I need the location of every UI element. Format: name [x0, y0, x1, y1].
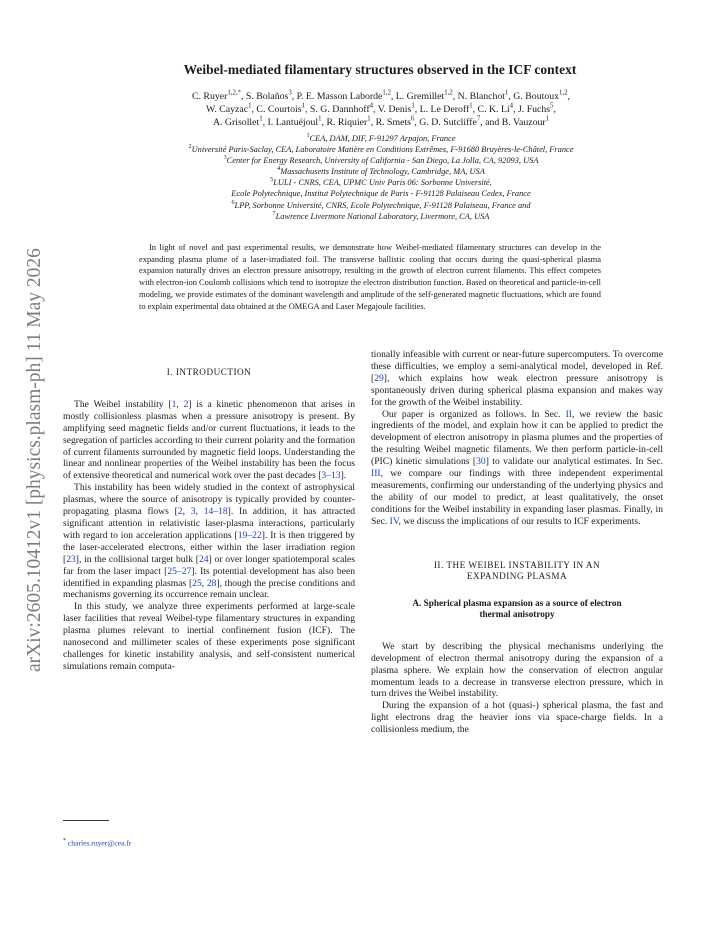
citation-link[interactable]: 25 [192, 577, 202, 589]
citation-link[interactable]: 25–27 [167, 565, 192, 577]
affiliation-list [76, 133, 686, 222]
citation-link[interactable]: 14–18 [203, 506, 228, 518]
affiliation: $^4$Massachusetts Institute of Technology, Cambridge, MA, USA [277, 165, 485, 177]
author-name: G. D. Sutcliffe [419, 117, 477, 129]
citation-link[interactable]: 28 [206, 577, 217, 589]
abstract: In light of novel and past experimental results, we demonstrate how Weibel-mediated filamentary structures can develop in the expanding plasma plume of a laser-irradiated foil. The transverse ballistic cooling that occurs during the quasi-spherical plasma expansion naturally drives an electron pressure anisotropy, resulting in the growth of electron current filaments. This effect competes with electron-ion Coulomb collisions which tend to isotropize the electron distribution function. Based on theoretical and particle-in-cell modeling, we provide estimates of the dominant wavelength and amplitude of the self-generated magnetic fluctuations, which are found to explain experimental data obtained at the OMEGA and Laser Megajoule facilities. [139, 242, 601, 311]
footnote-rule [63, 820, 109, 821]
affiliation: $^6$LPP, Sorbonne Université, CNRS, Ecole Polytechnique, F-91128 Palaiseau, France and [231, 198, 531, 210]
paragraph: tionally infeasible with current or near-future supercomputers. To overcome these difficulties, we employ a semi-analytical model, developed in Ref. [29], which explains how weak electron pressure anisotropy is spontaneously driven during spherical plasma expansion and makes way for the growth of the Weibel instability. [371, 349, 663, 408]
author-name: J. Fuchs [517, 104, 551, 116]
footnote: * charles.ruyer@cea.fr [63, 838, 132, 848]
citation-link[interactable]: 19–22 [237, 529, 262, 541]
author-name: G. Boutoux [513, 91, 560, 102]
author-name: R. Riquier [326, 117, 368, 129]
paragraph: We start by describing the physical mechanisms underlying the development of electron thermal anisotropy during the expansion of a plasma sphere. We explain how the conservation of electron angular momentum leads to a decrease in transverse electron pressure, which in turn drives the Weibel instability. [371, 640, 663, 700]
citation-link[interactable]: 2 [183, 398, 189, 410]
section-link[interactable]: IV [389, 515, 399, 527]
author-name: R. Smets [375, 117, 411, 129]
affiliation: $^3$Center for Energy Research, University of California - San Diego, La Jolla, CA, 92093, USA [223, 154, 539, 166]
author-name: P. E. Masson Laborde [296, 91, 383, 102]
author-name: C. K. Li [477, 104, 510, 116]
author-name: S. Bolaños [245, 91, 289, 102]
left-column [63, 367, 355, 673]
author-name: V. Denis [377, 104, 412, 116]
section-heading-weibel: II. THE WEIBEL INSTABILITY IN AN EXPANDING PLASMA [433, 559, 601, 581]
corresponding-email-link[interactable]: charles.ruyer@cea.fr [67, 838, 132, 848]
citation-link[interactable]: 3–13 [321, 470, 341, 482]
author-name: C. Ruyer [192, 91, 228, 102]
paper-title: Weibel-mediated filamentary structures observed in the ICF context [183, 62, 577, 77]
citation-link[interactable]: 2 [177, 506, 183, 518]
affiliation: $^7$Lawrence Livermore National Laboratory, Livermore, CA, USA [272, 209, 490, 221]
author-name: C. Courtois [256, 104, 302, 116]
author-name: A. Grisollet [212, 117, 260, 129]
author-line-2: W. Cayzac$^1$, C. Courtois$^1$, S. G. Dannhoff$^4$, V. Denis$^1$, L. Le Deroff$^1$, C. K. Li$^4$, J. Fuchs$^5$, [206, 102, 556, 116]
citation-link[interactable]: 3 [190, 506, 196, 518]
affiliation: $^5$LULI - CNRS, CEA, UPMC Univ Paris 06: Sorbonne Université, [270, 176, 492, 188]
arxiv-identifier-stamp [14, 210, 48, 680]
corresponding-author-link[interactable]: * [237, 89, 241, 97]
paragraph: Our paper is organized as follows. In Sec. II, we review the basic ingredients of the model, and explain how it can be applied to predict the development of electron anisotropy in plasma plumes and the properties of the resulting Weibel magnetic filaments. We then perform particle-in-cell (PIC) kinetic simulations [30] to validate our analytical estimates. In Sec. III, we compare our findings with three independent experimental measurements, confirming our understanding of the underlying physics and the ability of our model to predict, at least qualitatively, the onset conditions for the Weibel instability in expanding laser plasmas. Finally, in Sec. IV, we discuss the implications of our results to ICF experiments. [371, 408, 664, 527]
citation-link[interactable]: 29 [374, 372, 384, 384]
author-name: B. Vauzour [501, 117, 546, 129]
paragraph: This instability has been widely studied in the context of astrophysical plasmas, where the source of anisotropy is typically provided by counter-propagating plasma flows [2, 3, 14–18]. In addition, it has attracted significant attention in relativistic laser-plasma interactions, particularly with regard to ion acceleration applications [19–22]. It is then triggered by the laser-accelerated electrons, either within the laser irradiation region [23], in the collisional target bulk [24] or over longer spatiotemporal scales far from the laser impact [25–27]. Its potential development has also been identified in expanding plasmas [25, 28], though the precise conditions and mechanisms governing its occurrence remain unclear. [63, 482, 356, 601]
author-name: W. Cayzac [206, 104, 249, 116]
paragraph: In this study, we analyze three experiments performed at large-scale laser facilities that reveal Weibel-type filamentary structures in expanding plasma plumes relevant to inertial confinement fusion (ICF). The nanosecond and millimeter scales of these experiments pose significant challenges for kinetic instability analysis, and self-consistent numerical simulations remain computa- [63, 601, 355, 672]
author-name: S. G. Dannhoff [309, 104, 370, 116]
right-column [371, 349, 663, 736]
affiliation: $^1$CEA, DAM, DIF, F-91297 Arpajon, France [306, 132, 456, 143]
affiliation: $^2$Université Paris-Saclay, CEA, Laboratoire Matière en Conditions Extrêmes, F-91680 Bruyères-le-Châtel, France [188, 143, 574, 155]
author-name: L. Le Deroff [419, 104, 470, 116]
section-link[interactable]: II [565, 408, 572, 420]
author-line-3: A. Grisollet$^1$, I. Lantuéjoul$^1$, R. Riquier$^1$, R. Smets$^6$, G. D. Sutcliffe$^7$, and B. Vauzour$^1$ [212, 116, 550, 129]
paragraph: During the expansion of a hot (quasi-) spherical plasma, the fast and light electrons drag the heavier ions via space-charge fields. In a collisionless medium, the [371, 700, 663, 736]
citation-link[interactable]: 1 [171, 398, 177, 410]
author-line-1: C. Ruyer$^{1,2,*}$, S. Bolaños$^3$, P. E. Masson Laborde$^{1,2}$, L. Gremillet$^{1,2}$, N. Blanchot$^1$, G. Boutoux$^{1,2}$, [192, 89, 570, 102]
section-link[interactable]: III [371, 468, 381, 480]
paragraph: The Weibel instability [1, 2] is a kinetic phenomenon that arises in mostly collisionless plasmas when a pressure anisotropy is present. By amplifying seed magnetic fields and/or current fluctuations, it leads to the segregation of particles according to their current polarity and the formation of current filaments surrounded by magnetic field loops. Understanding the linear and nonlinear properties of the Weibel instability has been the focus of extensive theoretical and numerical work over the past decades [3–13]. [63, 398, 356, 482]
author-name: L. Gremillet [395, 91, 445, 102]
subsection-heading-a: A. Spherical plasma expansion as a source of electron thermal anisotropy [412, 598, 622, 620]
section-heading-introduction: I. INTRODUCTION [166, 367, 252, 377]
arxiv-stamp-text: arXiv:2605.10412v1 [physics.plasm-ph] 11 May 2026 [24, 248, 45, 672]
citation-link[interactable]: 24 [198, 553, 209, 565]
author-name: I. Lantuéjoul [267, 117, 319, 129]
affiliation: Ecole Polytechnique, Institut Polytechnique de Paris - F-91128 Palaiseau Cedex, France [231, 189, 531, 199]
citation-link[interactable]: 23 [66, 553, 76, 565]
citation-link[interactable]: 30 [476, 456, 486, 468]
author-list [76, 90, 686, 130]
author-name: N. Blanchot [457, 91, 505, 102]
